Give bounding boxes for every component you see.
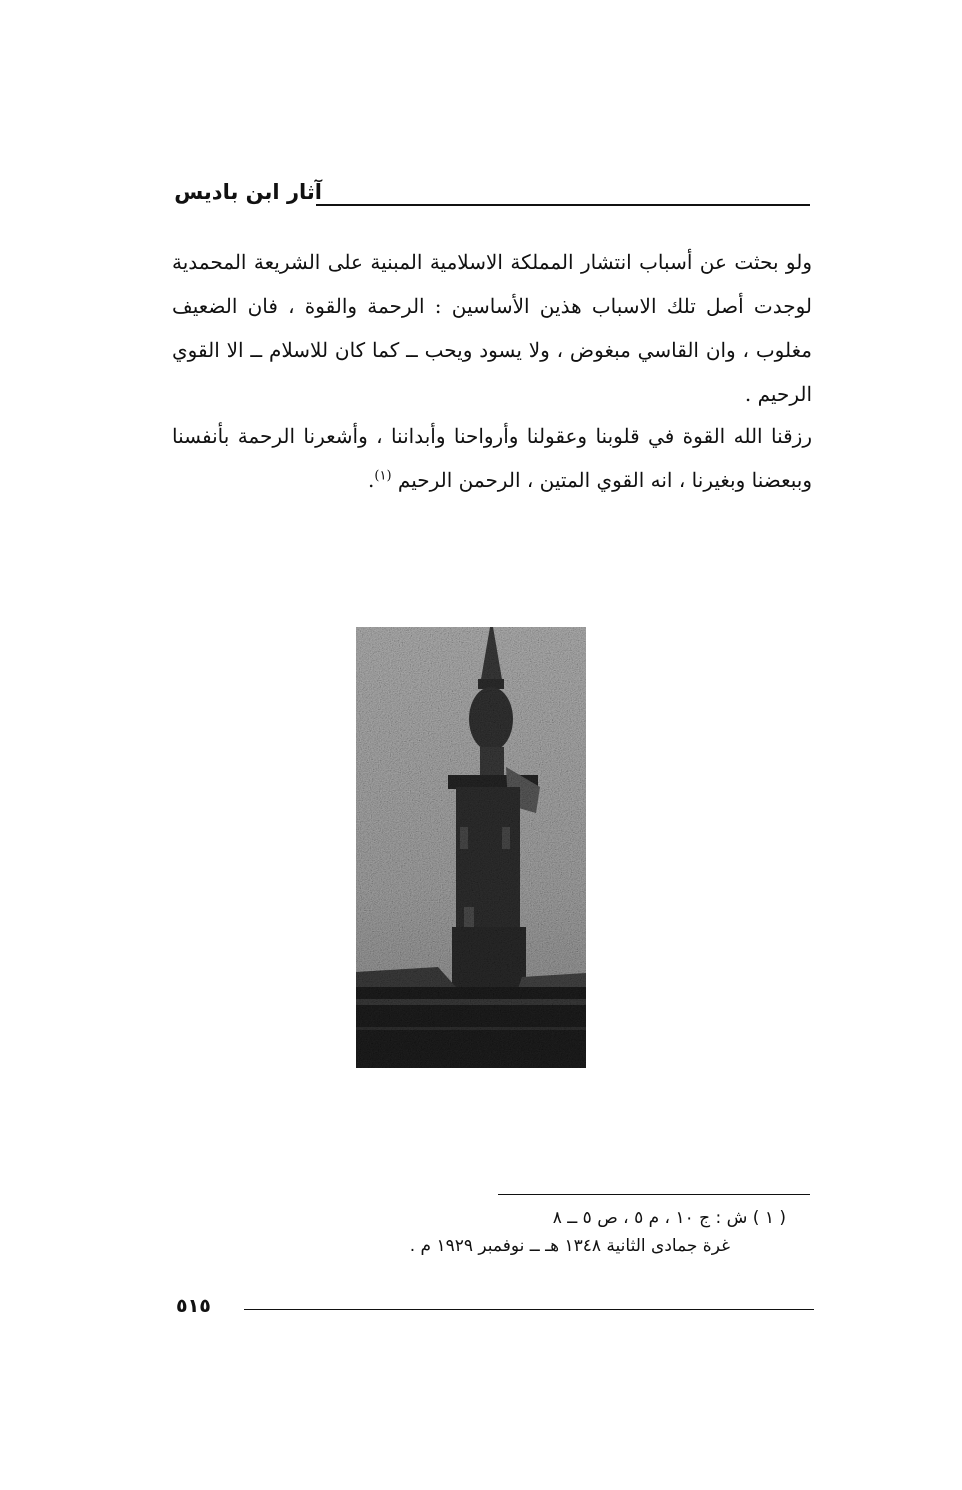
footnote-rule xyxy=(498,1194,810,1195)
footnote-line-1: ( ١ ) ش : ج ١٠ ، م ٥ ، ص ٥ ــ ٨ xyxy=(552,1208,786,1228)
paragraph-2 xyxy=(172,414,812,502)
footnote-reference: (١) xyxy=(374,468,392,484)
footnote xyxy=(250,1204,786,1260)
running-header-title: آثار ابن باديس xyxy=(174,180,322,204)
paragraph-1: ولو بحثت عن أسباب انتشار المملكة الاسلامية المبنية على الشريعة المحمدية لوجدت أصل تلك الاسباب هذين الأساسين : الرحمة والقوة ، فان الضعيف مغلوب ، وان القاسي مبغوض ، ولا يسود ويحب ــ كما كان للاسلام ــ الا القوي الرحيم . xyxy=(172,250,812,406)
page-number: ٥١٥ xyxy=(176,1295,211,1317)
footer-rule xyxy=(244,1309,814,1310)
paragraph-2-text: رزقنا الله القوة في قلوبنا وعقولنا وأرواحنا وأبداننا ، وأشعرنا الرحمة بأنفسنا وببعضنا وبغيرنا ، انه القوي المتين ، الرحمن الرحيم xyxy=(172,424,812,492)
footnote-line-2: غرة جمادى الثانية ١٣٤٨ هـ ــ نوفمبر ١٩٢٩ م . xyxy=(409,1236,730,1256)
minaret-photo xyxy=(356,627,586,1068)
header-rule xyxy=(316,204,810,206)
paragraph-2-end: . xyxy=(368,468,375,492)
